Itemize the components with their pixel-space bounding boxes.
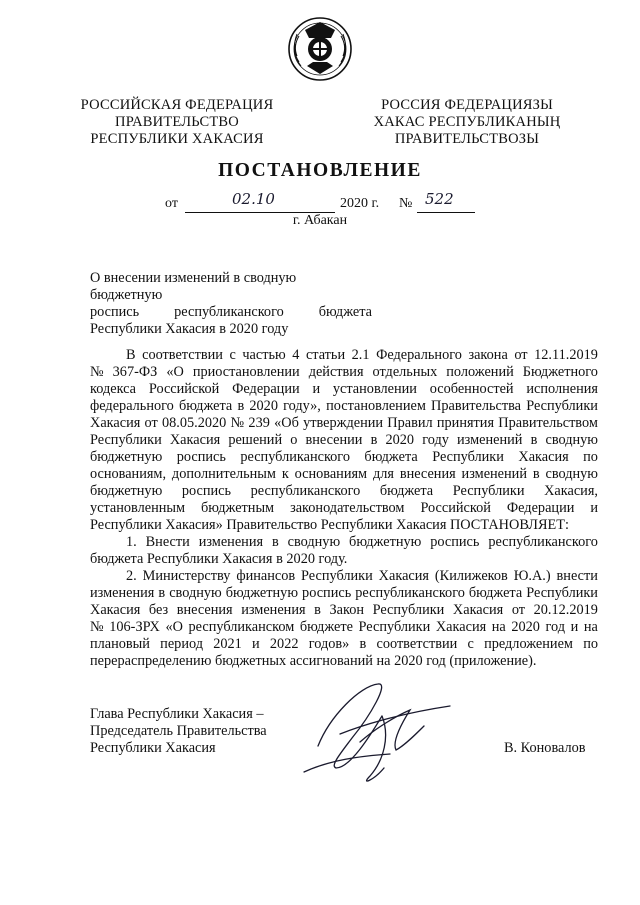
- body-word: о: [290, 432, 298, 448]
- body-word: Хакасия: [90, 415, 141, 431]
- body-line: [90, 432, 598, 449]
- body-word: основаниям: [294, 466, 368, 482]
- subject-line: [90, 304, 372, 321]
- body-word: законодательством: [290, 500, 405, 516]
- body-word: от: [144, 415, 158, 431]
- body-word: по: [583, 636, 598, 652]
- body-line: [90, 449, 598, 466]
- header-right-line: РОССИЯ ФЕДЕРАЦИЯЗЫ: [381, 97, 553, 113]
- body-word: бюджете: [299, 619, 353, 635]
- body-word: Правительства: [431, 398, 522, 414]
- body-word: бюджета: [468, 585, 523, 601]
- body-word: бюджета: [364, 449, 418, 465]
- body-word: №: [230, 415, 245, 431]
- body-word: изменений: [457, 432, 523, 448]
- body-word: Хакасия: [169, 432, 221, 448]
- header-left-line: ПРАВИТЕЛЬСТВО: [115, 114, 239, 130]
- body-word: бюджетным: [201, 500, 275, 516]
- body-line: [90, 415, 598, 432]
- signatory-title-line: Председатель Правительства: [90, 723, 267, 739]
- body-word: дополнительным: [171, 466, 276, 482]
- body-word: 4: [292, 347, 300, 363]
- body-word: Хакасия: [518, 449, 569, 465]
- body-word: роспись: [176, 449, 226, 465]
- body-word: внесения: [176, 602, 233, 618]
- body-word: бюджета: [178, 398, 233, 414]
- body-word: 2.1: [351, 347, 370, 363]
- body-line: [90, 568, 598, 585]
- body-word: в: [271, 534, 279, 550]
- body-word: статьи: [305, 347, 346, 363]
- body-word: установлении: [332, 381, 417, 397]
- body-word: Закон: [329, 602, 365, 618]
- body-word: без: [148, 602, 169, 618]
- body-word: роспись: [302, 585, 352, 601]
- body-word: закона: [468, 347, 508, 363]
- body-word: в: [359, 636, 367, 652]
- signatory-name: В. Коновалов: [504, 740, 586, 756]
- body-word: бюджетную: [90, 449, 163, 465]
- body-word: №: [90, 619, 104, 635]
- city-label: г. Абакан: [292, 213, 348, 228]
- body-word: по: [583, 449, 598, 465]
- body-word: республиканского: [250, 483, 361, 499]
- body-word: Республики: [90, 432, 162, 448]
- body-word: на: [491, 619, 506, 635]
- body-word: 08.05.2020: [161, 415, 227, 431]
- body-word: от: [514, 347, 528, 363]
- body-word: республиканского: [355, 585, 465, 601]
- body-word: сводную: [545, 466, 598, 482]
- body-word: роспись: [430, 534, 480, 550]
- body-word: Федерального: [376, 347, 462, 363]
- body-word: году»,: [283, 398, 321, 414]
- body-word: Республики: [372, 602, 445, 618]
- body-word: 2021: [213, 636, 242, 652]
- body-word: особенностей: [429, 381, 514, 397]
- body-word: республиканского: [240, 449, 350, 465]
- body-word: приостановлении: [192, 364, 300, 380]
- body-word: Республики Хакасия» Правительство Республики Хакасия ПОСТАНОВЛЯЕТ:: [90, 517, 569, 533]
- header-right: [352, 97, 582, 148]
- body-word: «Об: [274, 415, 299, 431]
- body-word: соответствии: [142, 347, 223, 363]
- body-word: к: [281, 466, 289, 482]
- body-word: в: [314, 602, 321, 618]
- body-word: Хакасия: [435, 619, 487, 635]
- body-word: (Килижеков: [434, 568, 508, 584]
- body-word: Хакасия: [90, 602, 141, 618]
- body-line: [90, 551, 598, 568]
- body-word: предложением: [484, 636, 573, 652]
- body-word: плановый: [90, 636, 150, 652]
- body-word: 106-ЗРХ: [109, 619, 160, 635]
- body-word: 2020: [385, 432, 415, 448]
- body-word: в: [530, 432, 538, 448]
- header-right-line: ПРАВИТЕЛЬСТВОЗЫ: [394, 131, 540, 147]
- document-subject: [90, 270, 372, 338]
- body-word: бюджетную: [90, 483, 163, 499]
- body-word: бюджета Республики Хакасия в 2020 году.: [90, 551, 348, 567]
- body-word: сводную: [287, 534, 341, 550]
- body-word: частью: [242, 347, 286, 363]
- body-word: с: [229, 347, 236, 363]
- signatory-title-line: Глава Республики Хакасия –: [90, 706, 264, 722]
- body-word: бюджетную: [225, 585, 299, 601]
- body-line: [90, 364, 598, 381]
- body-word: отдельных: [372, 364, 438, 380]
- body-word: решений: [228, 432, 283, 448]
- body-word: Республики: [358, 619, 431, 635]
- body-word: бюджетную: [349, 534, 422, 550]
- body-word: Правительством: [498, 415, 598, 431]
- body-word: республиканском: [188, 619, 295, 635]
- body-word: сводную: [545, 432, 598, 448]
- body-word: исполнения: [526, 381, 598, 397]
- date-value: 02.10: [232, 190, 275, 208]
- signatory-title-line: Республики Хакасия: [90, 740, 216, 756]
- body-line: [90, 636, 598, 653]
- body-word: федерального: [90, 398, 174, 414]
- body-word: постановлением: [326, 398, 426, 414]
- body-word: В: [126, 347, 136, 363]
- body-line: [90, 653, 598, 670]
- body-word: в: [532, 466, 540, 482]
- body-word: кодекса: [90, 381, 137, 397]
- body-word: основаниям,: [90, 466, 167, 482]
- body-word: положений: [446, 364, 514, 380]
- document-number: 522: [425, 190, 454, 208]
- body-word: и: [312, 381, 321, 397]
- number-prefix: №: [399, 196, 413, 211]
- body-word: для: [372, 466, 394, 482]
- body-word: Республики: [301, 568, 373, 584]
- body-word: утверждении: [303, 415, 384, 431]
- body-line: [90, 534, 598, 551]
- body-line: [90, 347, 598, 364]
- body-word: в: [237, 398, 245, 414]
- body-word: 367-ФЗ: [112, 364, 158, 380]
- body-word: от: [511, 602, 526, 618]
- body-line: [90, 585, 598, 602]
- body-word: действия: [308, 364, 364, 380]
- body-word: внести: [556, 568, 598, 584]
- body-word: принятия: [436, 415, 495, 431]
- body-word: роспись: [181, 483, 232, 499]
- body-word: на: [583, 619, 598, 635]
- body-word: в: [370, 432, 378, 448]
- body-line: [90, 602, 598, 619]
- subject-line: О внесении изменений в сводную бюджетную: [90, 270, 297, 303]
- body-word: внесении: [305, 432, 363, 448]
- body-word: финансов: [236, 568, 296, 584]
- year-label: 2020 г.: [340, 196, 380, 211]
- header-left-line: РОССИЙСКАЯ ФЕДЕРАЦИЯ: [80, 97, 274, 113]
- body-word: Правил: [387, 415, 433, 431]
- date-prefix: от: [165, 196, 178, 211]
- handwritten-signature: [300, 676, 460, 796]
- body-word: Республики: [452, 483, 525, 499]
- body-word: изменения: [90, 585, 155, 601]
- body-line: [90, 517, 598, 534]
- header-left-line: РЕСПУБЛИКИ ХАКАСИЯ: [90, 131, 264, 147]
- header-left: [72, 97, 282, 148]
- body-word: 2020: [511, 619, 540, 635]
- body-word: Федерации: [506, 500, 575, 516]
- subject-word: роспись: [90, 304, 140, 320]
- body-word: бюджета: [379, 483, 434, 499]
- body-word: Республики: [526, 398, 598, 414]
- body-word: 2.: [126, 568, 137, 584]
- body-word: Ю.А.): [513, 568, 551, 584]
- body-word: 12.11.2019: [534, 347, 598, 363]
- body-word: году: [422, 432, 449, 448]
- header-right-line: ХАКАС РЕСПУБЛИКАНЫҢ: [373, 114, 561, 130]
- body-word: Хакасия,: [544, 483, 598, 499]
- body-word: 2022: [269, 636, 299, 652]
- coat-of-arms-icon: [287, 16, 353, 82]
- body-line: [90, 466, 598, 483]
- body-word: Внести: [145, 534, 190, 550]
- body-word: с: [467, 636, 474, 652]
- subject-word: бюджета: [318, 304, 372, 320]
- document-title: ПОСТАНОВЛЕНИЕ: [218, 160, 422, 181]
- body-word: внесения: [399, 466, 456, 482]
- body-word: Российской: [420, 500, 491, 516]
- body-line: [90, 500, 598, 517]
- body-word: сводную: [169, 585, 222, 601]
- body-word: 239: [248, 415, 270, 431]
- body-word: период: [160, 636, 203, 652]
- document-body: [90, 347, 598, 670]
- body-word: №: [90, 364, 104, 380]
- body-word: «О: [165, 619, 183, 635]
- body-word: «О: [166, 364, 184, 380]
- body-word: изменений: [461, 466, 527, 482]
- body-word: Федерации: [232, 381, 300, 397]
- body-word: республиканского: [488, 534, 598, 550]
- body-word: Республики: [526, 585, 598, 601]
- body-word: соответствии: [376, 636, 458, 652]
- body-line: [90, 398, 598, 415]
- body-word: изменения: [198, 534, 264, 550]
- body-word: и: [590, 500, 598, 516]
- body-word: 20.12.2019: [533, 602, 598, 618]
- body-word: 1.: [126, 534, 137, 550]
- body-word: установленным: [90, 500, 186, 516]
- body-word: в: [158, 585, 166, 601]
- body-line: [90, 381, 598, 398]
- body-word: Республики: [432, 449, 504, 465]
- body-word: и: [570, 619, 579, 635]
- subject-word: республиканского: [174, 304, 284, 320]
- signatory-title: [90, 706, 330, 757]
- body-line: [90, 483, 598, 500]
- body-word: год: [545, 619, 566, 635]
- body-word: Бюджетного: [522, 364, 598, 380]
- body-word: Хакасия: [452, 602, 504, 618]
- body-word: Российской: [148, 381, 220, 397]
- body-line: [90, 619, 598, 636]
- body-word: перераспределению бюджетных ассигнований на 2020 год (приложение).: [90, 653, 537, 669]
- subject-line: Республики Хакасия в 2020 году: [90, 321, 289, 337]
- body-word: и: [252, 636, 260, 652]
- body-word: Хакасия: [378, 568, 429, 584]
- body-word: 2020: [249, 398, 278, 414]
- body-word: изменения: [241, 602, 306, 618]
- body-word: Министерству: [142, 568, 231, 584]
- body-word: годов»: [308, 636, 350, 652]
